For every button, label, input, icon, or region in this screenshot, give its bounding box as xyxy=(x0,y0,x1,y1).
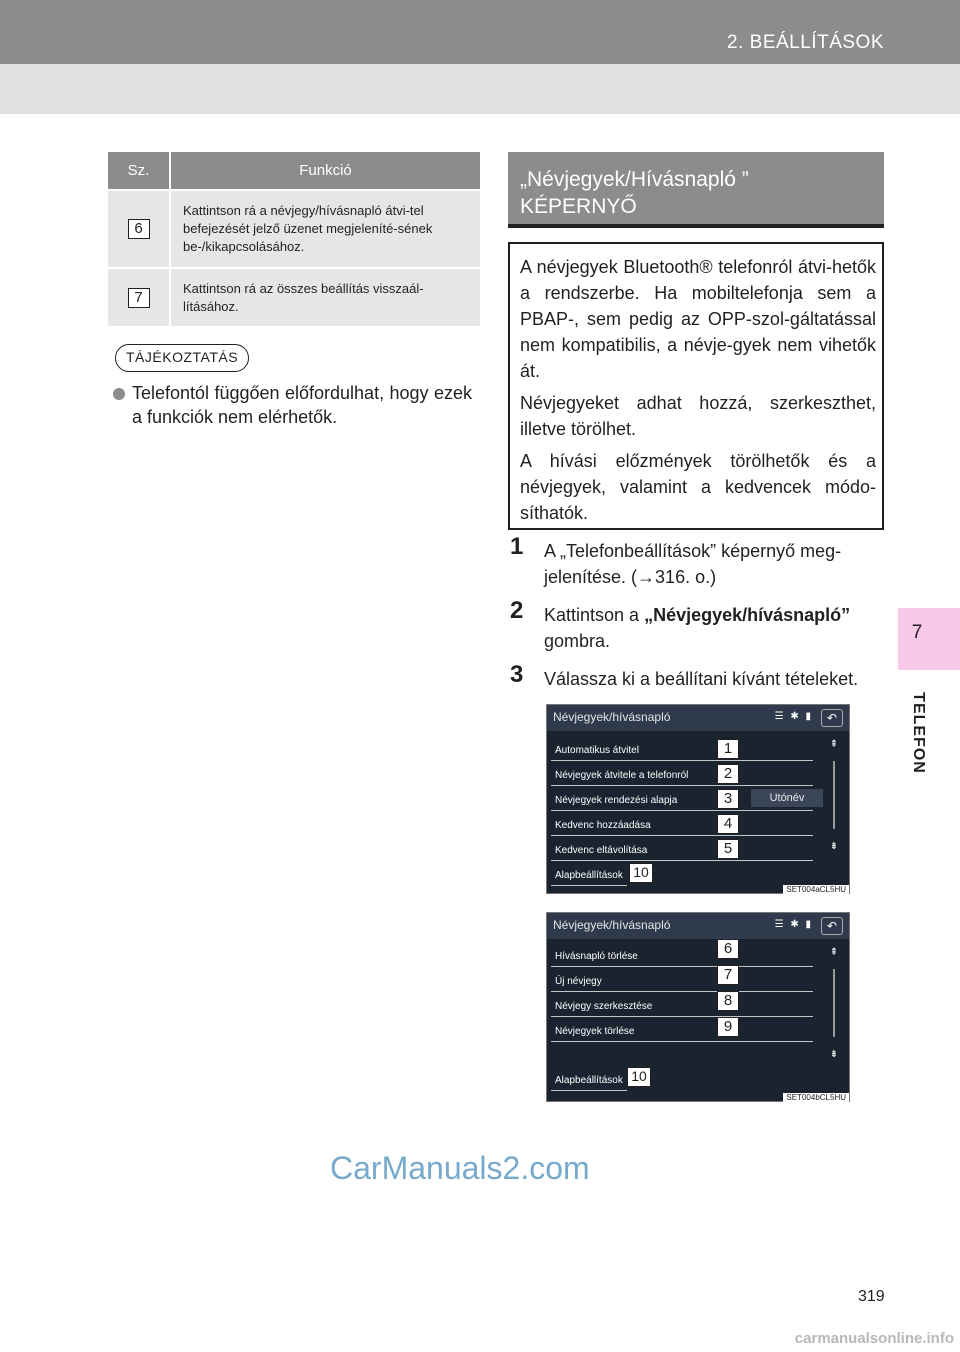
info-bullet-text: Telefontól függően előfordulhat, hogy ezek a funkciók nem elérhetők. xyxy=(132,383,472,427)
screen-menu-item[interactable]: Kedvenc eltávolítása xyxy=(551,839,813,861)
back-icon[interactable]: ↶ xyxy=(821,917,843,935)
screen-titlebar xyxy=(547,913,849,939)
status-icons: ☰ ✱ ▮ xyxy=(774,711,813,722)
callout-badge: 10 xyxy=(629,863,653,883)
callout-badge: 1 xyxy=(717,739,739,759)
screen-menu-item[interactable]: Névjegyek törlése xyxy=(551,1020,813,1042)
scroll-track[interactable] xyxy=(833,969,835,1037)
callout-badge: 9 xyxy=(717,1017,739,1037)
callout-badge: 4 xyxy=(717,814,739,834)
scroll-up-icon[interactable]: ⇞ xyxy=(829,947,839,958)
back-icon[interactable]: ↶ xyxy=(821,709,843,727)
steps-list xyxy=(510,533,886,704)
table-header-number: Sz. xyxy=(108,152,170,190)
step-item xyxy=(510,597,886,654)
chapter-number: 7 xyxy=(911,622,923,643)
status-icons: ☰ ✱ ▮ xyxy=(774,919,813,930)
step-item xyxy=(510,533,886,590)
table-row xyxy=(108,268,480,326)
screen-menu-item[interactable]: Hívásnapló törlése xyxy=(551,945,813,967)
intro-paragraph: A hívási előzmények törölhetők és a névjegyek, valamint a kedvencek módo-síthatók. xyxy=(520,451,876,523)
callout-badge: 10 xyxy=(627,1067,651,1087)
screen-menu-item[interactable]: Névjegyek átvitele a telefonról xyxy=(551,764,813,786)
chapter-label xyxy=(903,678,933,788)
watermark: CarManuals2.com xyxy=(330,1150,590,1186)
scroll-down-icon[interactable]: ⇟ xyxy=(829,1049,839,1060)
step-number: 1 xyxy=(510,533,524,560)
callout-badge: 6 xyxy=(717,939,739,959)
screenshot-contacts-settings-2 xyxy=(546,912,850,1102)
screen-title: Névjegyek/hívásnapló xyxy=(553,710,671,724)
screen-title: Névjegyek/hívásnapló xyxy=(553,918,671,932)
screen-section-heading xyxy=(508,152,884,224)
screen-menu-item[interactable]: Névjegyek rendezési alapja xyxy=(551,789,813,811)
bullet-icon xyxy=(113,388,125,400)
screenshot-contacts-settings-1 xyxy=(546,704,850,894)
page-number: 319 xyxy=(858,1288,885,1305)
callout-badge: 7 xyxy=(717,965,739,985)
step-number: 2 xyxy=(510,597,524,624)
step-text-pre: Kattintson a xyxy=(544,605,645,625)
row-description: Kattintson rá az összes beállítás visszaál-lításához. xyxy=(170,268,480,326)
scroll-down-icon[interactable]: ⇟ xyxy=(829,841,839,852)
scrollbar[interactable] xyxy=(827,945,841,1065)
intro-box xyxy=(508,242,884,530)
step-item xyxy=(510,661,886,692)
scroll-up-icon[interactable]: ⇞ xyxy=(829,739,839,750)
callout-badge: 5 xyxy=(717,839,739,859)
scroll-track[interactable] xyxy=(833,761,835,829)
row-number-badge: 6 xyxy=(128,219,150,239)
row-number-badge: 7 xyxy=(128,288,150,308)
table-row xyxy=(108,190,480,268)
heading-line-1: „Névjegyek/Hívásnapló ” xyxy=(520,168,749,191)
callout-badge: 8 xyxy=(717,991,739,1011)
row-description: Kattintson rá a névjegy/hívásnapló átvi-tel befejezését jelző üzenet megjeleníté-sének be-/kikapcsolásához. xyxy=(170,190,480,268)
callout-badge: 3 xyxy=(717,789,739,809)
step-text: Válassza ki a beállítani kívánt tételeket. xyxy=(544,669,859,689)
screen-titlebar xyxy=(547,705,849,731)
step-number: 3 xyxy=(510,661,524,688)
table-header-function: Funkció xyxy=(170,152,480,190)
image-code: SET004bCL5HU xyxy=(783,1093,849,1102)
section-title: 2. BEÁLLÍTÁSOK xyxy=(727,32,884,53)
step-text-post: gombra. xyxy=(544,631,611,651)
footer-watermark: carmanualsonline.info xyxy=(794,1330,954,1347)
scrollbar[interactable] xyxy=(827,737,841,857)
callout-badge: 2 xyxy=(717,764,739,784)
screen-menu-item[interactable]: Automatikus átvitel xyxy=(551,739,813,761)
default-settings-button[interactable]: Alapbeállítások xyxy=(551,1069,627,1091)
intro-paragraph: A névjegyek Bluetooth® telefonról átvi-hetők a rendszerbe. Ha mobiltelefonja sem a PBAP-, sem pedig az OPP-szol-gáltatással nem kompatibilis, a névje-gyek nem vihetők át. xyxy=(520,257,876,381)
chapter-tab xyxy=(898,608,960,670)
image-code: SET004aCL5HU xyxy=(783,885,849,894)
header-band xyxy=(0,64,960,114)
heading-underline xyxy=(508,224,884,228)
sort-value: Utónév xyxy=(751,789,823,807)
screen-menu-item[interactable]: Névjegy szerkesztése xyxy=(551,995,813,1017)
heading-line-2: KÉPERNYŐ xyxy=(520,195,637,218)
screen-menu-item[interactable]: Új névjegy xyxy=(551,970,813,992)
function-table xyxy=(108,152,480,326)
default-settings-button[interactable]: Alapbeállítások xyxy=(551,864,627,886)
step-text: A „Telefonbeállítások” képernyő meg-jelenítése. (→316. o.) xyxy=(544,541,842,587)
screen-menu-item[interactable]: Kedvenc hozzáadása xyxy=(551,814,813,836)
info-label: TÁJÉKOZTATÁS xyxy=(115,344,249,372)
intro-paragraph: Névjegyeket adhat hozzá, szerkeszthet, illetve törölhet. xyxy=(520,393,876,439)
step-text-bold: „Névjegyek/hívásnapló” xyxy=(644,605,851,625)
chapter-label-text: TELEFON xyxy=(910,692,927,774)
